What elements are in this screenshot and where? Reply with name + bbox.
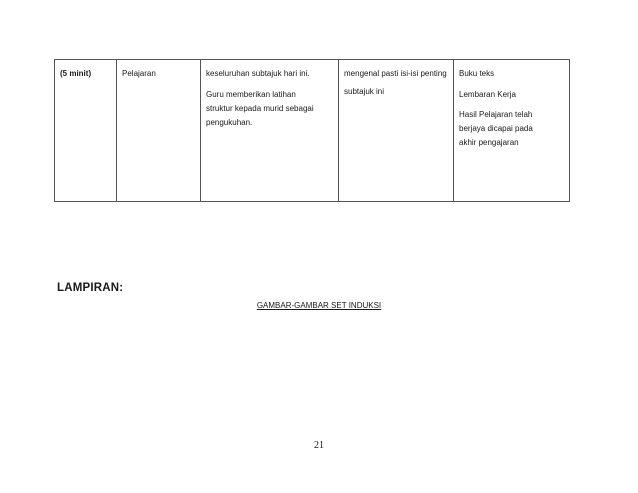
- page-number: 21: [314, 440, 324, 451]
- resources-cell: [454, 60, 570, 202]
- teacher-activity-line: struktur kepada murid sebagai: [206, 104, 314, 113]
- teacher-activity-line: pengukuhan.: [206, 118, 253, 127]
- teacher-activity-line: Guru memberikan latihan: [206, 90, 296, 99]
- resources-line: berjaya dicapai pada: [459, 124, 533, 133]
- appendix-heading: LAMPIRAN:: [57, 282, 124, 294]
- teacher-activity-line: keseluruhan subtajuk hari ini.: [206, 69, 310, 78]
- resources-line: Lembaran Kerja: [459, 90, 516, 99]
- table-row: [55, 60, 570, 202]
- time-cell: [55, 60, 117, 202]
- teacher-activity-cell: [201, 60, 339, 202]
- resources-line: akhir pengajaran: [459, 138, 519, 147]
- stage-text: Pelajaran: [122, 69, 156, 78]
- lesson-plan-table: [54, 59, 570, 202]
- resources-line: Buku teks: [459, 69, 495, 78]
- appendix-subheading: GAMBAR-GAMBAR SET INDUKSI: [256, 301, 382, 310]
- time-text: (5 minit): [60, 69, 92, 78]
- resources-line: Hasil Pelajaran telah: [459, 110, 533, 119]
- student-activity-cell: [339, 60, 454, 202]
- stage-cell: [117, 60, 201, 202]
- student-activity-line: subtajuk ini: [344, 87, 385, 96]
- student-activity-line: mengenal pasti isi-isi penting: [344, 69, 447, 78]
